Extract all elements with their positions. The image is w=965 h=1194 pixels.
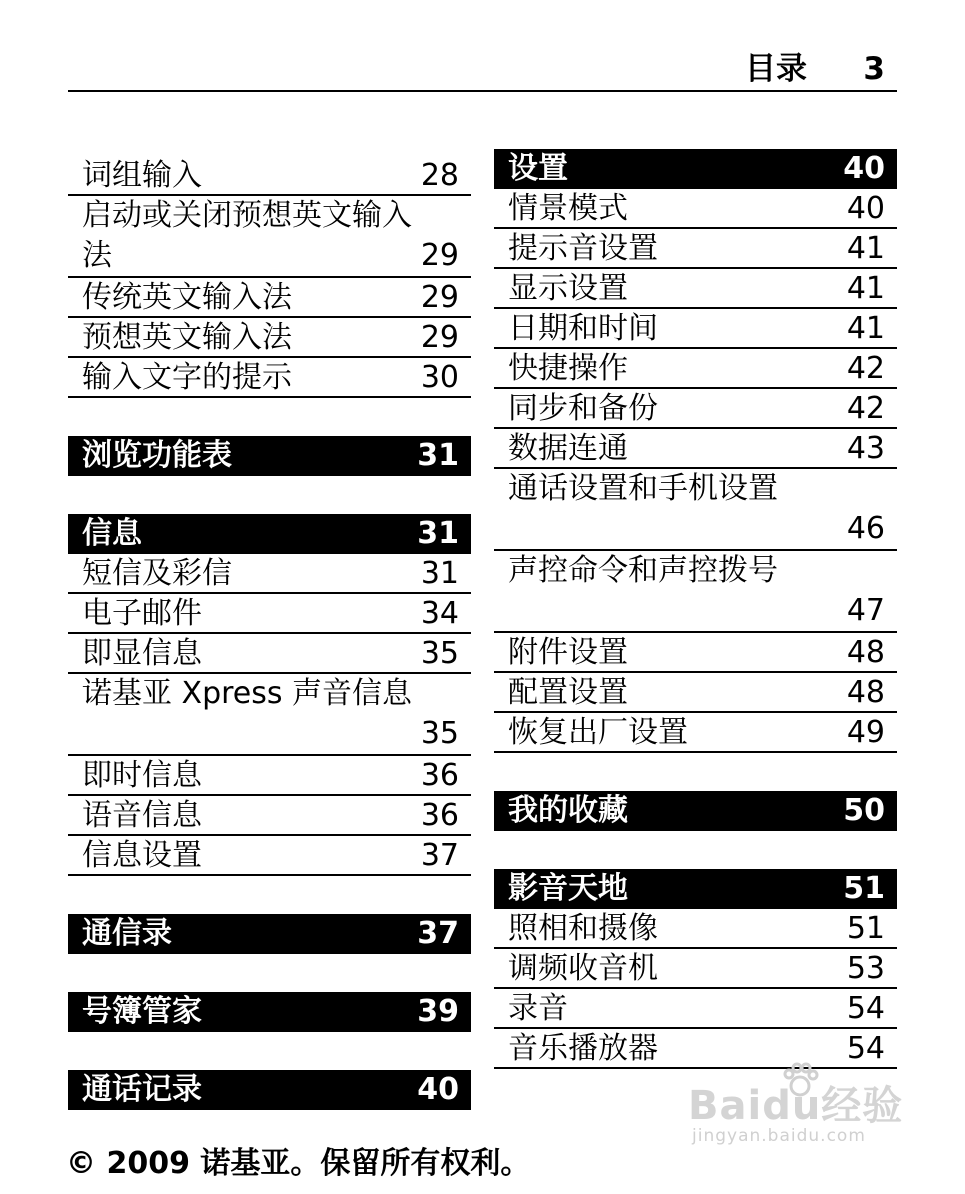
toc-page-number: 51 xyxy=(843,871,885,906)
toc-entry-label: 语音信息 xyxy=(82,798,202,833)
watermark-url: jingyan.baidu.com xyxy=(692,1126,866,1146)
toc-entry[interactable] xyxy=(494,1029,897,1069)
toc-page-number: 41 xyxy=(846,231,885,266)
toc-entry[interactable] xyxy=(68,554,471,594)
spacer xyxy=(494,753,897,791)
toc-entry-label: 恢复出厂设置 xyxy=(508,715,688,750)
toc-page-number: 54 xyxy=(846,1031,885,1066)
toc-page-number: 35 xyxy=(420,716,459,751)
toc-entry-label: 传统英文输入法 xyxy=(82,280,292,315)
toc-entry[interactable] xyxy=(494,713,897,753)
toc-page-number: 50 xyxy=(843,793,885,828)
toc-section-header[interactable] xyxy=(494,149,897,189)
toc-entry[interactable] xyxy=(68,836,471,876)
toc-entry[interactable] xyxy=(68,156,471,196)
spacer xyxy=(68,1032,471,1070)
spacer xyxy=(68,476,471,514)
toc-entry[interactable] xyxy=(494,949,897,989)
toc-page-number: 34 xyxy=(420,596,459,631)
toc-page-number: 28 xyxy=(420,158,459,193)
toc-page-number: 31 xyxy=(417,516,459,551)
toc-entry[interactable] xyxy=(494,429,897,469)
toc-page-number: 31 xyxy=(420,556,459,591)
toc-page-number: 41 xyxy=(846,311,885,346)
toc-entry[interactable] xyxy=(494,229,897,269)
toc-page-number: 39 xyxy=(417,994,459,1029)
toc-page-number: 42 xyxy=(846,391,885,426)
toc-section-header[interactable] xyxy=(68,992,471,1032)
toc-entry[interactable] xyxy=(494,633,897,673)
toc-entry-label: 通信录 xyxy=(82,916,172,951)
toc-entry-label: 词组输入 xyxy=(82,158,202,193)
toc-page-number: 41 xyxy=(846,271,885,306)
toc-entry-label: 数据连通 xyxy=(508,431,628,466)
toc-entry[interactable] xyxy=(68,196,471,278)
toc-entry[interactable] xyxy=(494,389,897,429)
toc-entry-label: 声控命令和声控拨号 xyxy=(508,553,778,588)
toc-entry-label: 提示音设置 xyxy=(508,231,658,266)
toc-entry-label: 信息设置 xyxy=(82,838,202,873)
toc-entry-label: 附件设置 xyxy=(508,635,628,670)
toc-section-header[interactable] xyxy=(68,514,471,554)
toc-entry-label: 短信及彩信 xyxy=(82,556,232,591)
toc-entry-label: 日期和时间 xyxy=(508,311,658,346)
page-header xyxy=(68,48,897,92)
toc-entry[interactable] xyxy=(68,796,471,836)
toc-section-header[interactable] xyxy=(68,914,471,954)
toc-page-number: 47 xyxy=(846,593,885,628)
toc-entry[interactable] xyxy=(494,551,897,633)
spacer xyxy=(494,831,897,869)
toc-entry[interactable] xyxy=(494,269,897,309)
toc-entry-label: 启动或关闭预想英文输入法 xyxy=(82,198,412,273)
toc-entry-label: 通话记录 xyxy=(82,1072,202,1107)
toc-entry-label: 诺基亚 Xpress 声音信息 xyxy=(82,676,413,711)
toc-page-number: 30 xyxy=(420,360,459,395)
toc-entry-label: 影音天地 xyxy=(508,871,628,906)
toc-entry-label: 即时信息 xyxy=(82,758,202,793)
toc-page-number: 31 xyxy=(417,438,459,473)
toc-page-number: 29 xyxy=(420,280,459,315)
toc-entry[interactable] xyxy=(494,469,897,551)
toc-section-header[interactable] xyxy=(68,436,471,476)
toc-page-number: 29 xyxy=(420,320,459,355)
toc-entry[interactable] xyxy=(68,756,471,796)
toc-page-number: 36 xyxy=(420,798,459,833)
toc-page-number: 49 xyxy=(846,715,885,750)
toc-page-number: 29 xyxy=(420,238,459,273)
toc-entry-label: 快捷操作 xyxy=(508,351,628,386)
toc-section-header[interactable] xyxy=(494,791,897,831)
toc-page-number: 43 xyxy=(846,431,885,466)
toc-entry-label: 情景模式 xyxy=(508,191,628,226)
toc-page-number: 37 xyxy=(417,916,459,951)
toc-entry-label: 音乐播放器 xyxy=(508,1031,658,1066)
spacer xyxy=(68,876,471,914)
section-title: 目录 xyxy=(745,51,807,87)
toc-entry-label: 浏览功能表 xyxy=(82,438,232,473)
toc-entry[interactable] xyxy=(494,989,897,1029)
toc-entry-label: 输入文字的提示 xyxy=(82,360,292,395)
toc-entry-label: 设置 xyxy=(508,151,568,186)
spacer xyxy=(68,398,471,436)
toc-page-number: 48 xyxy=(846,635,885,670)
toc-section-header[interactable] xyxy=(494,869,897,909)
toc-entry[interactable] xyxy=(494,349,897,389)
toc-page-number: 40 xyxy=(843,151,885,186)
toc-entry[interactable] xyxy=(494,309,897,349)
toc-entry-label: 电子邮件 xyxy=(82,596,202,631)
page-number: 3 xyxy=(863,51,885,87)
copyright-notice: © 2009 诺基亚。保留所有权利。 xyxy=(66,1146,531,1181)
toc-entry-label: 照相和摄像 xyxy=(508,911,658,946)
toc-entry-label: 信息 xyxy=(82,516,142,551)
toc-page-number: 40 xyxy=(846,191,885,226)
toc-entry[interactable] xyxy=(68,594,471,634)
toc-section-header[interactable] xyxy=(68,1070,471,1110)
watermark-brand: Baidu经验 xyxy=(688,1083,904,1129)
toc-entry-label: 录音 xyxy=(508,991,568,1026)
toc-entry[interactable] xyxy=(68,634,471,674)
toc-entry-label: 配置设置 xyxy=(508,675,628,710)
spacer xyxy=(68,954,471,992)
toc-page-number: 37 xyxy=(420,838,459,873)
toc-entry[interactable] xyxy=(68,278,471,318)
toc-entry[interactable] xyxy=(494,189,897,229)
toc-page-number: 51 xyxy=(846,911,885,946)
toc-entry-label: 我的收藏 xyxy=(508,793,628,828)
toc-page-number: 36 xyxy=(420,758,459,793)
toc-entry-label: 同步和备份 xyxy=(508,391,658,426)
toc-page-number: 54 xyxy=(846,991,885,1026)
toc-entry-label: 显示设置 xyxy=(508,271,628,306)
toc-page-number: 35 xyxy=(420,636,459,671)
toc-entry-label: 预想英文输入法 xyxy=(82,320,292,355)
toc-page-number: 53 xyxy=(846,951,885,986)
toc-page-number: 42 xyxy=(846,351,885,386)
toc-page-number: 40 xyxy=(417,1072,459,1107)
toc-entry[interactable] xyxy=(494,673,897,713)
toc-entry-label: 调频收音机 xyxy=(508,951,658,986)
toc-entry[interactable] xyxy=(68,358,471,398)
toc-entry[interactable] xyxy=(68,674,471,756)
toc-entry[interactable] xyxy=(494,909,897,949)
toc-entry-label: 号簿管家 xyxy=(82,994,202,1029)
toc-page-number: 46 xyxy=(846,511,885,546)
baidu-watermark xyxy=(688,1060,910,1156)
toc-entry[interactable] xyxy=(68,318,471,358)
toc-page-number: 48 xyxy=(846,675,885,710)
toc-entry-label: 通话设置和手机设置 xyxy=(508,471,778,506)
toc-right-column xyxy=(494,149,897,1069)
toc-left-column xyxy=(68,156,471,1110)
toc-entry-label: 即显信息 xyxy=(82,636,202,671)
